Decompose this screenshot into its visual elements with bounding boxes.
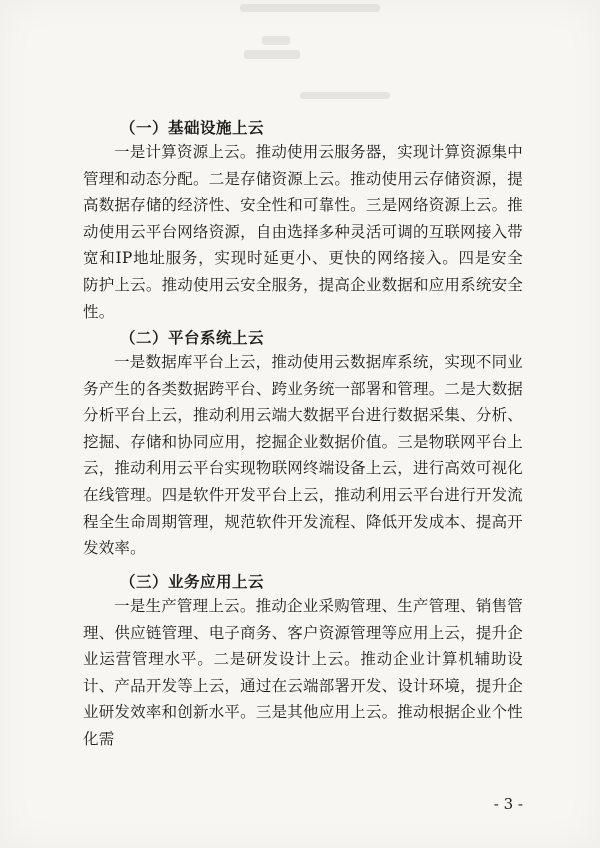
section-heading-infrastructure: （一）基础设施上云 — [120, 118, 265, 137]
page-number: - 3 - — [493, 795, 523, 813]
section-paragraph-business: 一是生产管理上云。推动企业采购管理、生产管理、销售管理、供应链管理、电子商务、客户资源管理等应用上云，提升企业运营管理水平。二是研发设计上云。推动企业计算机辅助设计、产品开发等上云，通过在云端部署开发、设计环境，提升企业研发效率和创新水平。三是其他应用上云。推动根据企业个性化需 — [83, 597, 523, 748]
section-heading-platform: （二）平台系统上云 — [120, 328, 265, 347]
section-paragraph-platform: 一是数据库平台上云，推动使用云数据库系统，实现不同业务产生的各类数据跨平台、跨业务统一部署和管理。二是大数据分析平台上云，推动利用云端大数据平台进行数据采集、分析、挖掘、存储和协同应用，挖掘企业数据价值。三是物联网平台上云，推动利用云平台实现物联网终端设备上云，进行高效可视化在线管理。四是软件开发平台上云，推动利用云平台进行开发流程全生命周期管理，规范软件开发流程、降低开发成本、提高开发效率。 — [83, 353, 523, 558]
section-paragraph-infrastructure: 一是计算资源上云。推动使用云服务器，实现计算资源集中管理和动态分配。二是存储资源上云。推动使用云存储资源，提高数据存储的经济性、安全性和可靠性。三是网络资源上云。推动使用云平台网络资源，自由选择多种灵活可调的互联网接入带宽和IP地址服务，实现时延更小、更快的网络接入。四是安全防护上云。推动使用云安全服务，提高企业数据和应用系统安全性。 — [83, 143, 523, 321]
section-heading-business: （三）业务应用上云 — [120, 572, 265, 591]
